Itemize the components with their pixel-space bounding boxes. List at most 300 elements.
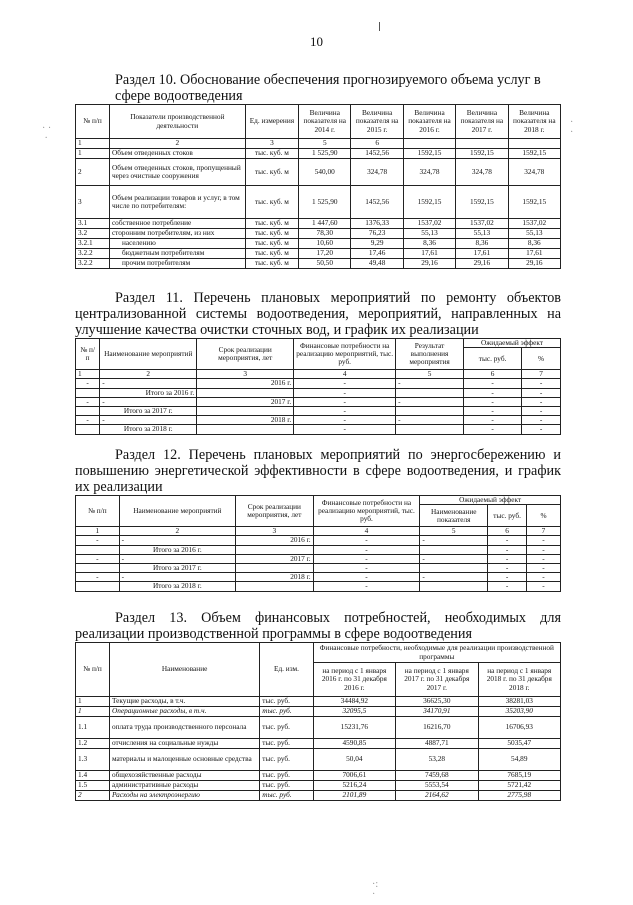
cell: 5553,54 [396,781,478,791]
column-number: 1 [76,370,100,379]
cell [76,425,100,434]
table-row [76,186,561,219]
cell: оплата труда производственного персонала [109,717,259,739]
header-cell: Показатели производственной деятельности [109,105,245,139]
table-row [76,739,561,749]
cell: административные расходы [109,781,259,791]
header-cell: Ожидаемый эффект [420,496,561,505]
cell: тыс. руб. [260,781,313,791]
cell: Текущие расходы, в т.ч. [109,697,259,707]
cell: 8,36 [456,239,508,249]
cell: - [313,545,420,554]
cell: - [488,536,527,545]
table-row [76,771,561,781]
table-row [76,707,561,717]
cell: тыс. куб. м [245,159,298,186]
cell: 1.3 [76,749,110,771]
scan-noise: · · [570,117,574,138]
cell: - [313,554,420,563]
header-cell: Величина показателя на 2014 г. [299,105,351,139]
cell: бюджетным потребителям [109,249,245,259]
cell: - [527,564,561,573]
cell: 17,46 [351,249,403,259]
header-cell: Величина показателя на 2017 г. [456,105,508,139]
cell: 17,61 [403,249,455,259]
table-row [76,697,561,707]
cell: тыс. руб. [260,739,313,749]
cell: 3.2.2 [76,249,110,259]
column-number-row [76,527,561,536]
cell: - [294,388,396,397]
cell: - [488,545,527,554]
cell: 7685,19 [478,771,560,781]
cell: 324,78 [456,159,508,186]
cell [76,407,100,416]
header-cell: № п/п [76,643,110,697]
cell: 2 [76,159,110,186]
cell: - [463,416,521,425]
table-header-row [76,496,561,505]
column-number: 7 [527,527,561,536]
table-row [76,416,561,425]
cell: 1592,15 [403,149,455,159]
section-11 [75,290,561,435]
cell: населению [109,239,245,249]
cell: - [76,536,120,545]
cell [197,388,294,397]
cell: 324,78 [508,159,560,186]
cell: тыс. куб. м [245,219,298,229]
cell: тыс. куб. м [245,149,298,159]
cell: 2775,98 [478,791,560,801]
column-number: 6 [351,139,403,149]
cell: 78,30 [299,229,351,239]
cell [420,545,488,554]
cell: 324,78 [351,159,403,186]
cell: 5035,47 [478,739,560,749]
table-row [76,717,561,739]
cell [396,388,464,397]
header-cell: Наименование мероприятий [119,496,235,527]
cell: тыс. руб. [260,749,313,771]
table-row [76,229,561,239]
cell: 2017 г. [236,554,314,563]
section-13-title: Раздел 13. Объем финансовых потребностей, необходимых для реализации производственной программы в сфере водоотведения [75,610,561,642]
cell: 3.2 [76,229,110,239]
table-row [76,554,561,563]
cell [236,582,314,591]
table-row [76,379,561,388]
cell: - [396,397,464,406]
cell: 8,36 [403,239,455,249]
column-number: 1 [76,139,110,149]
header-cell: % [522,348,561,370]
column-number [508,139,560,149]
table-row [76,259,561,269]
cell: 1 525,90 [299,149,351,159]
table-row [76,573,561,582]
cell: тыс. руб. [260,791,313,801]
cell: прочим потребителям [109,259,245,269]
cell: 2018 г. [236,573,314,582]
column-number: 2 [109,139,245,149]
cell: 3.2.1 [76,239,110,249]
cell [76,545,120,554]
cell: - [527,573,561,582]
cell: - [294,407,396,416]
header-cell: Величина показателя на 2018 г. [508,105,560,139]
header-cell: Величина показателя на 2015 г. [351,105,403,139]
column-number: 1 [76,527,120,536]
table-energy-measures [75,495,561,592]
cell: - [527,545,561,554]
cell: - [76,379,100,388]
header-cell: на период с 1 января 2016 г. по 31 декабря 2016 г. [313,663,395,697]
table-row [76,545,561,554]
section-10 [75,72,561,269]
cell: - [313,564,420,573]
cell: 55,13 [403,229,455,239]
cell: Итого за 2017 г. [100,407,197,416]
cell: 1 [76,697,110,707]
cell: 2 [76,791,110,801]
cell [197,425,294,434]
cell: Итого за 2016 г. [100,388,197,397]
cell: 3 [76,186,110,219]
cell: 50,04 [313,749,395,771]
cell: материалы и малоценные основные средства [109,749,259,771]
cell: 7006,61 [313,771,395,781]
table-row [76,219,561,229]
cell: - [527,582,561,591]
cell: тыс. руб. [260,771,313,781]
header-cell: % [527,505,561,527]
table-row [76,239,561,249]
cell: тыс. руб. [260,697,313,707]
table-header-row [76,643,561,663]
table-row [76,749,561,771]
cell: - [420,536,488,545]
cell: - [119,536,235,545]
cell: 17,20 [299,249,351,259]
cell: 3.1 [76,219,110,229]
cell: - [522,397,561,406]
column-number [403,139,455,149]
cell: - [420,554,488,563]
cell: 2016 г. [236,536,314,545]
cell: тыс. куб. м [245,259,298,269]
cell: - [100,379,197,388]
cell: 2164,62 [396,791,478,801]
cell: тыс. куб. м [245,249,298,259]
cell: - [294,397,396,406]
cell: 4887,71 [396,739,478,749]
cell: 4590,85 [313,739,395,749]
cell: - [294,379,396,388]
table-production-volume [75,104,561,269]
cell: - [488,564,527,573]
cell: - [527,554,561,563]
cell: 50,50 [299,259,351,269]
cell: Операционные расходы, в т.ч. [109,707,259,717]
header-cell: Результат выполнения мероприятия [396,339,464,370]
cell: Итого за 2018 г. [100,425,197,434]
cell: - [522,416,561,425]
cell: 7459,68 [396,771,478,781]
cell: сторонним потребителям, из них [109,229,245,239]
table-row [76,159,561,186]
table-row [76,791,561,801]
column-number: 2 [100,370,197,379]
table-row [76,407,561,416]
header-cell: Финансовые потребности на реализацию мероприятий, тыс. руб. [313,496,420,527]
cell: 17,61 [508,249,560,259]
cell: 1376,33 [351,219,403,229]
header-cell: Наименование мероприятий [100,339,197,370]
cell: - [522,379,561,388]
table-repair-measures [75,338,561,435]
cell: 29,16 [508,259,560,269]
column-number: 5 [420,527,488,536]
cell: - [100,397,197,406]
cell: - [522,407,561,416]
column-number-row [76,370,561,379]
table-row [76,397,561,406]
cell: 9,29 [351,239,403,249]
cell: 15231,76 [313,717,395,739]
cell: 1592,15 [508,149,560,159]
cell: 1 [76,149,110,159]
column-number-row [76,139,561,149]
cell: - [488,554,527,563]
cell: - [100,416,197,425]
cell: - [119,554,235,563]
cell: 36625,30 [396,697,478,707]
table-row [76,536,561,545]
cell: 16706,93 [478,717,560,739]
cell: - [119,573,235,582]
cell: общехозяйственные расходы [109,771,259,781]
cell: 1.4 [76,771,110,781]
cell: 29,16 [456,259,508,269]
cell [236,545,314,554]
cell: 1 525,90 [299,186,351,219]
section-12 [75,447,561,592]
cell: тыс. куб. м [245,229,298,239]
cell [420,582,488,591]
section-13 [75,610,561,801]
header-cell: Срок реализации мероприятия, лет [197,339,294,370]
cell: тыс. руб. [260,717,313,739]
cell: 10,60 [299,239,351,249]
column-number: 2 [119,527,235,536]
cell: 1592,15 [456,186,508,219]
cell: тыс. руб. [260,707,313,717]
cell [76,582,120,591]
cell: 1.2 [76,739,110,749]
cell: - [396,416,464,425]
cell: - [522,388,561,397]
cell: Итого за 2017 г. [119,564,235,573]
cell: - [527,536,561,545]
cell: Итого за 2018 г. [119,582,235,591]
header-cell: на период с 1 января 2018 г. по 31 декабря 2018 г. [478,663,560,697]
scan-noise: ·: · [372,879,379,900]
header-cell: № п/ п [76,339,100,370]
table-row [76,781,561,791]
cell [396,425,464,434]
table-row [76,149,561,159]
header-cell: Финансовые потребности на реализацию мероприятий, тыс. руб. [294,339,396,370]
cell: отчисления на социальные нужды [109,739,259,749]
cell [76,388,100,397]
cell: Объем отведенных стоков, пропущенный через очистные сооружения [109,159,245,186]
cell: 1.5 [76,781,110,791]
cell: 3.2.2 [76,259,110,269]
cell: 35203,90 [478,707,560,717]
cell: 49,48 [351,259,403,269]
column-number: 5 [299,139,351,149]
cell [76,564,120,573]
table-row [76,564,561,573]
cell: 8,36 [508,239,560,249]
column-number: 4 [294,370,396,379]
cell: 34484,92 [313,697,395,707]
cell: - [313,573,420,582]
cell: 1.1 [76,717,110,739]
column-number: 3 [245,139,298,149]
column-number: 3 [197,370,294,379]
cell: 1537,02 [508,219,560,229]
cell: 34170,91 [396,707,478,717]
column-number [456,139,508,149]
table-row [76,582,561,591]
cell: - [76,416,100,425]
cell: - [463,397,521,406]
cell [420,564,488,573]
cell: 55,13 [508,229,560,239]
cell: тыс. куб. м [245,186,298,219]
header-cell: тыс. руб. [488,505,527,527]
section-10-title: Раздел 10. Обоснование обеспечения прогнозируемого объема услуг в сфере водоотведения [115,72,541,104]
cell: - [463,379,521,388]
cell [197,407,294,416]
cell: - [76,554,120,563]
cell: собственное потребление [109,219,245,229]
cell: 1452,56 [351,186,403,219]
table-row [76,249,561,259]
column-number: 6 [463,370,521,379]
cell: 38281,03 [478,697,560,707]
cell: Объем отведенных стоков [109,149,245,159]
cell: 16216,70 [396,717,478,739]
cell: 1592,15 [508,186,560,219]
cell: 54,89 [478,749,560,771]
header-cell: Ожидаемый эффект [463,339,560,348]
header-cell: тыс. руб. [463,348,521,370]
cell: - [313,536,420,545]
cell: 2017 г. [197,397,294,406]
cell: - [396,379,464,388]
cell: - [488,573,527,582]
cell: 1537,02 [456,219,508,229]
cell: 324,78 [403,159,455,186]
section-12-title: Раздел 12. Перечень плановых мероприятий по энергосбережению и повышению энергетической эффективности в сфере водоотведения, и график их реализации [75,447,561,495]
header-cell: № п/п [76,105,110,139]
table-header-row [76,105,561,139]
cell [236,564,314,573]
cell: - [420,573,488,582]
header-cell: на период с 1 января 2017 г. по 31 декабря 2017 г. [396,663,478,697]
cell: - [463,425,521,434]
cell: тыс. куб. м [245,239,298,249]
cell: 5721,42 [478,781,560,791]
header-cell: Срок реализации мероприятия, лет [236,496,314,527]
table-financial-needs [75,642,561,801]
cell: - [313,582,420,591]
cell: 55,13 [456,229,508,239]
cell: 2016 г. [197,379,294,388]
cell: - [488,582,527,591]
cell: 17,61 [456,249,508,259]
table-row [76,388,561,397]
cell: - [294,425,396,434]
column-number: 6 [488,527,527,536]
cell: 2101,89 [313,791,395,801]
cell: - [463,388,521,397]
cell: 1592,15 [403,186,455,219]
cell: 1452,56 [351,149,403,159]
cell: Расходы на электроэнергию [109,791,259,801]
scan-noise: · · · [42,123,52,144]
cell: - [294,416,396,425]
column-number: 5 [396,370,464,379]
cell: Итого за 2016 г. [119,545,235,554]
header-cell: Финансовые потребности, необходимые для реализации производственной программы [313,643,560,663]
table-row [76,425,561,434]
cell: 29,16 [403,259,455,269]
cell: 2018 г. [197,416,294,425]
cell: - [76,573,120,582]
cell: 540,00 [299,159,351,186]
header-cell: Ед. измерения [245,105,298,139]
cell: - [522,425,561,434]
header-cell: Ед. изм. [260,643,313,697]
cell: 1 447,60 [299,219,351,229]
column-number: 4 [313,527,420,536]
cell [396,407,464,416]
header-cell: Наименование показателя [420,505,488,527]
cell: - [76,397,100,406]
section-11-title: Раздел 11. Перечень плановых мероприятий по ремонту объектов централизованной системы водоотведения, мероприятий, направленных на улучшение качества очистки сточных вод, и график их реализации [75,290,561,338]
cell: 76,23 [351,229,403,239]
page-number: 10 [310,34,323,49]
cell: 1 [76,707,110,717]
cell: 32095,5 [313,707,395,717]
cell: 1537,02 [403,219,455,229]
header-cell: № п/п [76,496,120,527]
cell: 1592,15 [456,149,508,159]
header-cell: Наименование [109,643,259,697]
column-number: 3 [236,527,314,536]
table-header-row [76,339,561,348]
header-cell: Величина показателя на 2016 г. [403,105,455,139]
cell: Объем реализации товаров и услуг, в том числе по потребителям: [109,186,245,219]
cell: - [463,407,521,416]
cell: 5216,24 [313,781,395,791]
scan-mark [379,22,380,31]
cell: 53,28 [396,749,478,771]
